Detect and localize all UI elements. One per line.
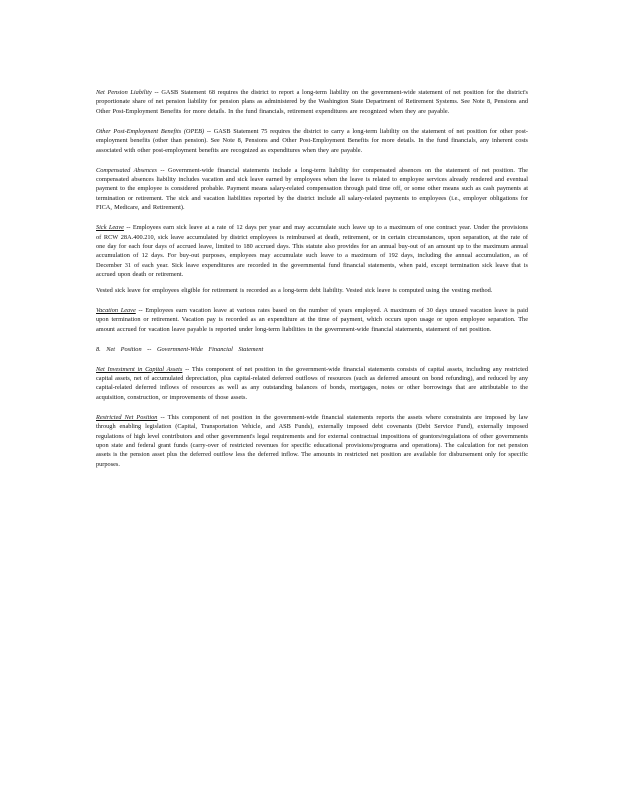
- paragraph-net-investment-capital-assets: [96, 365, 528, 403]
- paragraph-restricted-net-position: [96, 413, 528, 469]
- paragraph-body: -- Employees earn vacation leave at various rates based on the number of years employed. A maximum of 30 days unused vacation leave is paid upon termination or retirement. Vacation pay is recorded as an expenditure at the time of payment, which occurs upon usage or upon employee separation. The amount accrued for vacation leave payable is reported under long-term liabilities in the government-wide financial statements, statement of net position.: [96, 306, 529, 333]
- paragraph-body: -- This component of net position in the government-wide financial statements consists of capital assets, including any restricted capital assets, net of accumulated depreciation, plus capital-related deferred outflows of resources (such as deferred amount on bond refunding), and reduced by any capital-related deferred inflows of resources as well as any outstanding balances of bonds, mortgages, notes or other borrowings that are attributable to the acquisition, construction, or improvements of those assets.: [96, 365, 528, 401]
- paragraph-body: -- Government-wide financial statements include a long-term liability for compensated absences on the statement of net position. The compensated absences liability includes vacation and sick leave earned by employees when the leave is related to employee services already rendered and eventual payment to the employee is considered probable. Payment means salary-related compensation through paid time off, or some other means such as cash payments at termination or retirement. The sick and vacation liabilities reported by the district include all salary-related payments to employees (i.e., employer obligations for FICA, Medicare, and Retirement).: [96, 166, 528, 212]
- paragraph-compensated-absences: [96, 166, 528, 213]
- paragraph-vacation-leave: [96, 306, 528, 334]
- paragraph-body: -- Employees earn sick leave at a rate of 12 days per year and may accumulate such leave up to a maximum of one contract year. Under the provisions of RCW 28A.400.210, sick leave accumulated by district employees is reimbursed at death, retirement, or in certain circumstances, upon separation, at the rate of one day for each four days of accrued leave, limited to 180 accrued days. This statute also provides for an annual buy-out of an amount up to the maximum annual accumulation of 12 days. For buy-out purposes, employees may accumulate such leave to a maximum of 192 days, including the annual accumulation, as of December 31 of each year. Sick leave expenditures are recorded in the governmental fund financial statements, when paid, except termination sick leave that is accrued upon death or retirement.: [96, 224, 529, 279]
- paragraph-opeb: [96, 127, 528, 155]
- paragraph-body: -- GASB Statement 75 requires the district to carry a long-term liability on the statement of net position for other post-employment benefits (other than pension). See Note 8, Pensions and Other Post-Employment Benefits for more details. In the fund financials, any inherent costs associated with other post-employment benefits are recognized as expenditures when they are payable.: [96, 127, 529, 154]
- document-page: [96, 88, 528, 480]
- paragraph-body: -- GASB Statement 68 requires the district to report a long-term liability on the government-wide statement of net position for the district's proportionate share of net pension liability for pension plans as administered by the Washington State Department of Retirement Systems. See Note 8, Pensions and Other Post-Employment Benefits for more details. In the fund financials, retirement expenditures are recognized when they are payable.: [96, 89, 528, 115]
- paragraph-lead: Sick Leave: [96, 224, 124, 232]
- paragraph-net-pension-liability: [96, 88, 528, 116]
- paragraph-body: -- This component of net position in the government-wide financial statements reports the assets where constraints are imposed by law through enabling legislation (Capital, Transportation Vehicle, and ASB Funds), externally imposed debt covenants (Debt Service Fund), externally imposed regulations of high level contributors and other government's legal requirements and for external contractual impositions of grantors/regulations of other governments upon state and federal grant funds (carry-over of restricted revenues for specific educational provisions/programs and operations). The calculation for net pension assets is the pension asset plus the deferred outflow less the deferred inflow. The amounts in restricted net position are available for disbursement only for specific purposes.: [96, 413, 528, 468]
- paragraph-vested-sick-leave: [96, 286, 528, 295]
- paragraph-lead: Vacation Leave: [96, 306, 136, 314]
- paragraph-lead: Net Investment in Capital Assets: [96, 365, 183, 373]
- paragraph-body: Vested sick leave for employees eligible for retirement is recorded as a long-term debt liability. Vested sick leave is computed using the vesting method.: [96, 286, 493, 294]
- paragraph-lead: Other Post-Employment Benefits (OPEB): [96, 127, 205, 135]
- paragraph-lead: Restricted Net Position: [96, 413, 158, 421]
- paragraph-lead: Compensated Absences: [96, 166, 158, 174]
- section-heading: 8. Net Position -- Government-Wide Financial Statement: [96, 345, 264, 353]
- paragraph-sick-leave: [96, 223, 528, 279]
- paragraph-lead: Net Pension Liability: [96, 89, 152, 96]
